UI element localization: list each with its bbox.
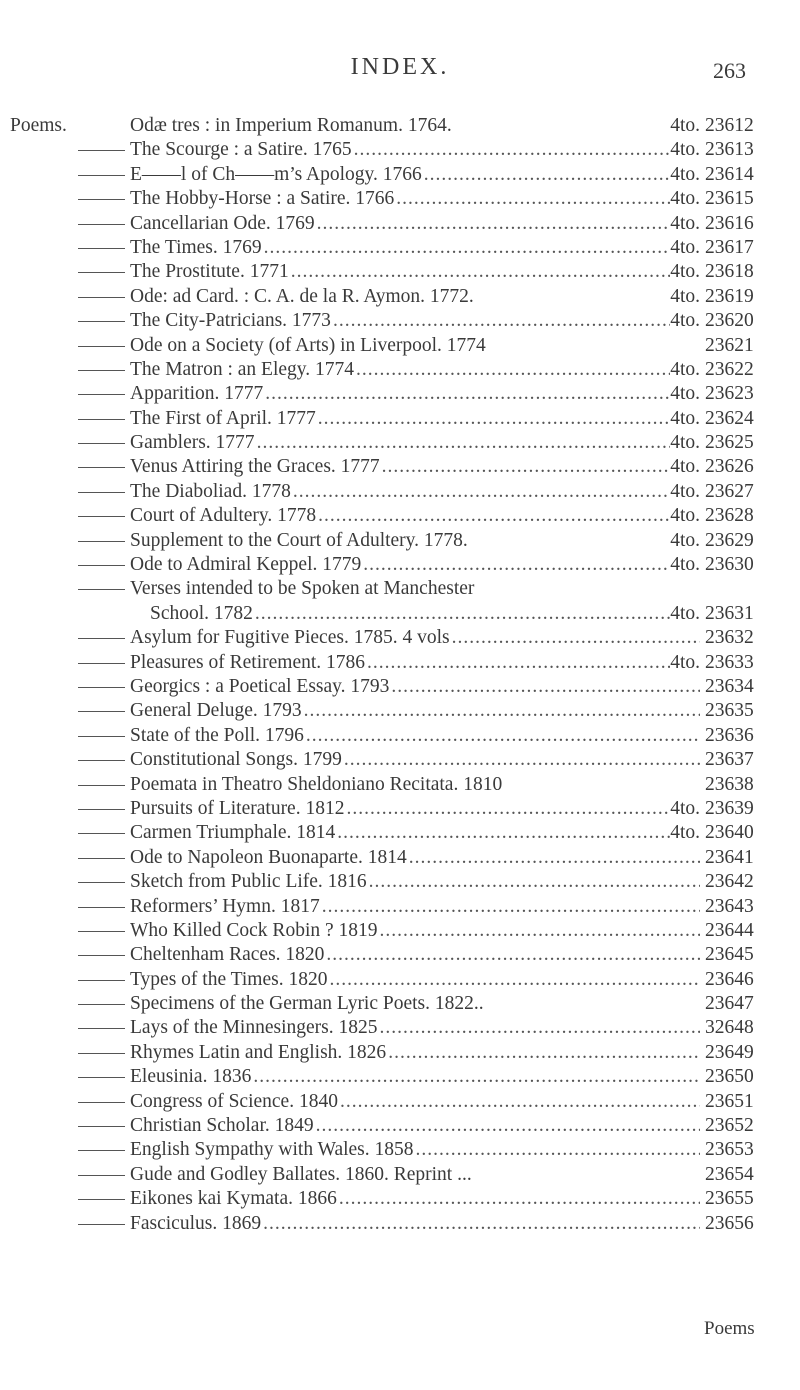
- entry-title: Congress of Science. 1840: [130, 1090, 338, 1112]
- entry-title: Specimens of the German Lyric Poets. 1822..: [130, 993, 484, 1015]
- ditto-rule: [78, 931, 125, 932]
- entry-number: 23629: [705, 529, 754, 551]
- index-entry: [10, 773, 790, 797]
- entry-number: 23616: [705, 212, 754, 234]
- entry-title: Reformers’ Hymn. 1817: [130, 895, 320, 917]
- index-entry: [10, 992, 790, 1016]
- entry-title-continued: School. 1782: [150, 602, 253, 624]
- entry-title: Sketch from Public Life. 1816: [130, 871, 367, 893]
- leader-dots: [333, 309, 670, 333]
- index-entry: [10, 943, 790, 967]
- entry-number: 23632: [705, 627, 754, 649]
- entry-number: 23654: [705, 1163, 754, 1185]
- ditto-rule: [78, 955, 125, 956]
- entry-number: 23634: [705, 675, 754, 697]
- ditto-rule: [78, 248, 125, 249]
- ditto-rule: [78, 785, 125, 786]
- index-entry: [10, 821, 790, 845]
- entry-format: 4to.: [670, 163, 700, 185]
- index-entry: [10, 577, 790, 601]
- index-entry: [10, 285, 790, 309]
- index-entry: [10, 358, 790, 382]
- entry-number: 23620: [705, 310, 754, 332]
- ditto-rule: [78, 150, 125, 151]
- leader-dots: [263, 1212, 700, 1236]
- ditto-rule: [78, 736, 125, 737]
- entry-text: [130, 1212, 700, 1236]
- entry-title: Cancellarian Ode. 1769: [130, 212, 315, 234]
- entry-number: 23637: [705, 749, 754, 771]
- index-entry: [10, 626, 790, 650]
- ditto-rule: [78, 1199, 125, 1200]
- leader-dots: [317, 212, 671, 236]
- index-entry: [10, 309, 790, 333]
- entry-title: Ode on a Society (of Arts) in Liverpool. 1774: [130, 334, 486, 356]
- entry-title: The First of April. 1777: [130, 407, 316, 429]
- leader-dots: [380, 919, 700, 943]
- index-entry: [10, 1016, 790, 1040]
- entry-title: Verses intended to be Spoken at Manchester: [130, 578, 475, 600]
- entry-text: [130, 382, 700, 406]
- ditto-rule: [78, 224, 125, 225]
- entry-number: 23614: [705, 163, 754, 185]
- entry-number: 23630: [705, 554, 754, 576]
- leader-dots: [291, 260, 671, 284]
- entry-format: 4to.: [670, 529, 700, 551]
- ditto-rule: [78, 711, 125, 712]
- entry-number: 23621: [705, 334, 754, 356]
- ditto-rule: [78, 638, 125, 639]
- entry-number: 23645: [705, 944, 754, 966]
- index-entry: [10, 260, 790, 284]
- leader-dots: [396, 187, 670, 211]
- ditto-rule: [78, 1028, 125, 1029]
- index-entry: [10, 748, 790, 772]
- entry-title: Ode to Napoleon Buonaparte. 1814: [130, 846, 407, 868]
- entry-title: Ode to Admiral Keppel. 1779: [130, 554, 362, 576]
- ditto-rule: [78, 858, 125, 859]
- entry-text: [130, 870, 700, 894]
- entry-text: [130, 212, 700, 236]
- entry-number: 23639: [705, 797, 754, 819]
- index-entry: [10, 1212, 790, 1236]
- leader-dots: [356, 358, 670, 382]
- index-entry: [10, 114, 790, 138]
- entry-format: 4to.: [670, 188, 700, 210]
- leader-dots: [382, 455, 671, 479]
- entry-text: [130, 431, 700, 455]
- ditto-rule: [78, 1102, 125, 1103]
- entry-text: [130, 163, 700, 187]
- entry-title: Asylum for Fugitive Pieces. 1785. 4 vols: [130, 627, 450, 649]
- ditto-rule: [78, 980, 125, 981]
- leader-dots: [257, 431, 671, 455]
- entry-text: [130, 358, 700, 382]
- entry-format: 4to.: [670, 480, 700, 502]
- leader-dots: [337, 821, 670, 845]
- index-list: [10, 114, 790, 1236]
- entry-title: E——l of Ch——m’s Apology. 1766: [130, 163, 422, 185]
- ditto-rule: [78, 1126, 125, 1127]
- leader-dots: [329, 968, 700, 992]
- leader-dots: [255, 602, 670, 626]
- leader-dots: [293, 480, 670, 504]
- leader-dots: [369, 870, 700, 894]
- entry-title: The Matron : an Elegy. 1774: [130, 358, 355, 380]
- entry-title: Fasciculus. 1869: [130, 1212, 262, 1234]
- entry-format: 4to.: [670, 797, 700, 819]
- entry-format: 4to.: [670, 236, 700, 258]
- entry-title: General Deluge. 1793: [130, 700, 302, 722]
- page-number: 263: [713, 58, 746, 83]
- entry-format: 4to.: [670, 383, 700, 405]
- leader-dots: [304, 699, 700, 723]
- entry-number: 23653: [705, 1139, 754, 1161]
- entry-title: The City-Patricians. 1773: [130, 310, 331, 332]
- entry-number: 23652: [705, 1115, 754, 1137]
- entry-text: [130, 919, 700, 943]
- entry-number: 23642: [705, 871, 754, 893]
- leader-dots: [354, 138, 671, 162]
- entry-title: The Prostitute. 1771: [130, 261, 289, 283]
- entry-number: 23633: [705, 651, 754, 673]
- leader-dots: [316, 1114, 700, 1138]
- ditto-rule: [78, 1150, 125, 1151]
- entry-format: 4to.: [670, 602, 700, 624]
- entry-number: 23623: [705, 383, 754, 405]
- entry-text: [130, 943, 700, 967]
- entry-number: 23627: [705, 480, 754, 502]
- leader-dots: [339, 1187, 700, 1211]
- entry-text: [130, 1016, 700, 1040]
- ditto-rule: [78, 419, 125, 420]
- entry-text: [130, 821, 700, 845]
- ditto-rule: [78, 321, 125, 322]
- entry-text: [130, 675, 700, 699]
- index-entry: [10, 382, 790, 406]
- section-label: Poems.: [10, 115, 67, 136]
- entry-title: Pursuits of Literature. 1812: [130, 797, 345, 819]
- entry-title: Poemata in Theatro Sheldoniano Recitata. 1810: [130, 773, 503, 795]
- entry-title: Ode: ad Card. : C. A. de la R. Aymon. 1772.: [130, 285, 474, 307]
- ditto-rule: [78, 760, 125, 761]
- entry-title: Venus Attiring the Graces. 1777: [130, 456, 380, 478]
- index-entry: [10, 455, 790, 479]
- ditto-rule: [78, 297, 125, 298]
- ditto-rule: [78, 346, 125, 347]
- entry-number: 23615: [705, 188, 754, 210]
- index-entry: [10, 846, 790, 870]
- leader-dots: [306, 724, 700, 748]
- entry-title: English Sympathy with Wales. 1858: [130, 1139, 414, 1161]
- entry-format: 4to.: [670, 505, 700, 527]
- entry-text: [130, 797, 700, 821]
- ditto-rule: [78, 1077, 125, 1078]
- entry-text: [130, 1114, 700, 1138]
- index-entry: [10, 1065, 790, 1089]
- entry-title: The Diaboliad. 1778: [130, 480, 291, 502]
- index-entry: [10, 529, 790, 553]
- index-entry: [10, 163, 790, 187]
- entry-format: 4to.: [670, 456, 700, 478]
- entry-number: 23622: [705, 358, 754, 380]
- index-entry: [10, 919, 790, 943]
- leader-dots: [318, 504, 670, 528]
- ditto-rule: [78, 687, 125, 688]
- ditto-rule: [78, 833, 125, 834]
- entry-text: [130, 553, 700, 577]
- index-entry: [10, 553, 790, 577]
- ditto-rule: [78, 370, 125, 371]
- entry-format: 4to.: [670, 407, 700, 429]
- index-entry: [10, 480, 790, 504]
- ditto-rule: [78, 272, 125, 273]
- entry-text: [130, 748, 700, 772]
- entry-title: Cheltenham Races. 1820: [130, 944, 325, 966]
- entry-title: Supplement to the Court of Adultery. 1778.: [130, 529, 468, 551]
- entry-format: 4to.: [670, 115, 700, 136]
- leader-dots: [318, 407, 670, 431]
- entry-title: Apparition. 1777: [130, 383, 264, 405]
- ditto-rule: [78, 394, 125, 395]
- ditto-rule: [78, 516, 125, 517]
- entry-title: The Hobby-Horse : a Satire. 1766: [130, 188, 395, 210]
- index-entry: [10, 138, 790, 162]
- index-entry-continuation: [10, 602, 790, 626]
- entry-text: [130, 187, 700, 211]
- entry-number: 23619: [705, 285, 754, 307]
- entry-text: [130, 651, 700, 675]
- entry-title: State of the Poll. 1796: [130, 724, 304, 746]
- catchword: Poems: [704, 1318, 755, 1339]
- entry-number: 23638: [705, 773, 754, 795]
- entry-format: 4to.: [670, 139, 700, 161]
- ditto-rule: [78, 589, 125, 590]
- entry-text: [130, 309, 700, 333]
- ditto-rule: [78, 1004, 125, 1005]
- entry-number: 23643: [705, 895, 754, 917]
- leader-dots: [388, 1041, 700, 1065]
- leader-dots: [264, 236, 671, 260]
- leader-dots: [391, 675, 700, 699]
- index-entry: [10, 797, 790, 821]
- entry-number: 23636: [705, 724, 754, 746]
- entry-number: 23650: [705, 1066, 754, 1088]
- entry-number: 23625: [705, 432, 754, 454]
- entry-title: Pleasures of Retirement. 1786: [130, 651, 366, 673]
- entry-number: 23647: [705, 993, 754, 1015]
- entry-text: [130, 236, 700, 260]
- entry-title: Rhymes Latin and English. 1826: [130, 1041, 387, 1063]
- entry-title: Who Killed Cock Robin ? 1819: [130, 919, 378, 941]
- index-entry: [10, 1090, 790, 1114]
- leader-dots: [416, 1138, 700, 1162]
- entry-text: [130, 1163, 700, 1187]
- entry-text: [130, 285, 700, 309]
- entry-title: Gamblers. 1777: [130, 432, 255, 454]
- entry-format: 4to.: [670, 651, 700, 673]
- index-entry: [10, 1041, 790, 1065]
- entry-number: 23635: [705, 700, 754, 722]
- entry-number: 23618: [705, 261, 754, 283]
- entry-format: 4to.: [670, 432, 700, 454]
- entry-title: Georgics : a Poetical Essay. 1793: [130, 675, 390, 697]
- entry-number: 23646: [705, 968, 754, 990]
- index-entry: [10, 675, 790, 699]
- entry-text: [150, 602, 700, 626]
- leader-dots: [409, 846, 700, 870]
- entry-format: 4to.: [670, 285, 700, 307]
- index-entry: [10, 699, 790, 723]
- leader-dots: [253, 1065, 700, 1089]
- entry-text: [130, 455, 700, 479]
- index-entry: [10, 1114, 790, 1138]
- entry-number: 23628: [705, 505, 754, 527]
- entry-format: 4to.: [670, 554, 700, 576]
- index-entry: [10, 870, 790, 894]
- index-entry: [10, 212, 790, 236]
- entry-text: [130, 334, 700, 358]
- index-entry: [10, 1187, 790, 1211]
- entry-title: The Scourge : a Satire. 1765: [130, 139, 352, 161]
- entry-text: [130, 138, 700, 162]
- entry-title: Lays of the Minnesingers. 1825: [130, 1017, 378, 1039]
- ditto-rule: [78, 1053, 125, 1054]
- entry-number: 23624: [705, 407, 754, 429]
- entry-title: Court of Adultery. 1778: [130, 505, 317, 527]
- entry-text: [130, 1138, 700, 1162]
- entry-title: Types of the Times. 1820: [130, 968, 328, 990]
- entry-number: 23626: [705, 456, 754, 478]
- ditto-rule: [78, 443, 125, 444]
- entry-number: 23644: [705, 919, 754, 941]
- entry-text: [130, 1187, 700, 1211]
- leader-dots: [367, 651, 670, 675]
- entry-number: 23641: [705, 846, 754, 868]
- entry-number: 23656: [705, 1212, 754, 1234]
- entry-title: Christian Scholar. 1849: [130, 1115, 314, 1137]
- entry-text: [130, 626, 700, 650]
- entry-number: 23651: [705, 1090, 754, 1112]
- entry-text: [130, 480, 700, 504]
- entry-number: 23640: [705, 822, 754, 844]
- entry-text: [130, 260, 700, 284]
- entry-number: 32648: [705, 1017, 754, 1039]
- ditto-rule: [78, 809, 125, 810]
- entry-text: [130, 529, 700, 553]
- entry-number: 23617: [705, 236, 754, 258]
- leader-dots: [363, 553, 670, 577]
- index-entry: [10, 1163, 790, 1187]
- ditto-rule: [78, 467, 125, 468]
- entry-number: 23631: [705, 602, 754, 624]
- entry-text: [130, 699, 700, 723]
- entry-text: [130, 846, 700, 870]
- page-header: [0, 54, 800, 90]
- entry-text: [130, 724, 700, 748]
- ditto-rule: [78, 199, 125, 200]
- entry-title: Constitutional Songs. 1799: [130, 749, 342, 771]
- leader-dots: [380, 1016, 700, 1040]
- ditto-rule: [78, 541, 125, 542]
- entry-number: 23612: [705, 115, 754, 136]
- ditto-rule: [78, 492, 125, 493]
- index-entry: [10, 1138, 790, 1162]
- ditto-rule: [78, 1175, 125, 1176]
- entry-number: 23613: [705, 139, 754, 161]
- index-entry: [10, 334, 790, 358]
- entry-title: Odæ tres : in Imperium Romanum. 1764.: [130, 115, 452, 136]
- index-entry: [10, 187, 790, 211]
- entry-text: [130, 1065, 700, 1089]
- entry-text: [130, 407, 700, 431]
- leader-dots: [424, 163, 670, 187]
- index-entry: [10, 504, 790, 528]
- ditto-rule: [78, 175, 125, 176]
- ditto-rule: [78, 663, 125, 664]
- entry-format: 4to.: [670, 212, 700, 234]
- leader-dots: [452, 626, 700, 650]
- leader-dots: [265, 382, 670, 406]
- entry-title: The Times. 1769: [130, 236, 262, 258]
- entry-format: 4to.: [670, 822, 700, 844]
- index-entry: [10, 895, 790, 919]
- entry-title: Carmen Triumphale. 1814: [130, 822, 336, 844]
- index-entry: [10, 407, 790, 431]
- entry-title: Eikones kai Kymata. 1866: [130, 1188, 337, 1210]
- entry-title: Gude and Godley Ballates. 1860. Reprint ...: [130, 1163, 472, 1185]
- entry-text: [130, 992, 700, 1016]
- entry-text: [130, 577, 700, 601]
- entry-number: 23649: [705, 1041, 754, 1063]
- entry-text: [130, 504, 700, 528]
- leader-dots: [322, 895, 700, 919]
- ditto-rule: [78, 907, 125, 908]
- index-entry: [10, 724, 790, 748]
- ditto-rule: [78, 1224, 125, 1225]
- index-entry: [10, 651, 790, 675]
- entry-text: [130, 895, 700, 919]
- leader-dots: [346, 797, 670, 821]
- entry-format: 4to.: [670, 261, 700, 283]
- ditto-rule: [78, 882, 125, 883]
- entry-text: [130, 114, 700, 138]
- index-entry: [10, 431, 790, 455]
- entry-text: [130, 1090, 700, 1114]
- entry-text: [130, 1041, 700, 1065]
- entry-title: Eleusinia. 1836: [130, 1066, 252, 1088]
- entry-text: [130, 968, 700, 992]
- ditto-rule: [78, 565, 125, 566]
- entry-format: 4to.: [670, 310, 700, 332]
- index-entry: [10, 968, 790, 992]
- page-title: INDEX.: [350, 54, 450, 80]
- index-entry: [10, 236, 790, 260]
- entry-text: [130, 773, 700, 797]
- leader-dots: [340, 1090, 700, 1114]
- leader-dots: [344, 748, 700, 772]
- entry-number: 23655: [705, 1188, 754, 1210]
- leader-dots: [326, 943, 700, 967]
- entry-format: 4to.: [670, 358, 700, 380]
